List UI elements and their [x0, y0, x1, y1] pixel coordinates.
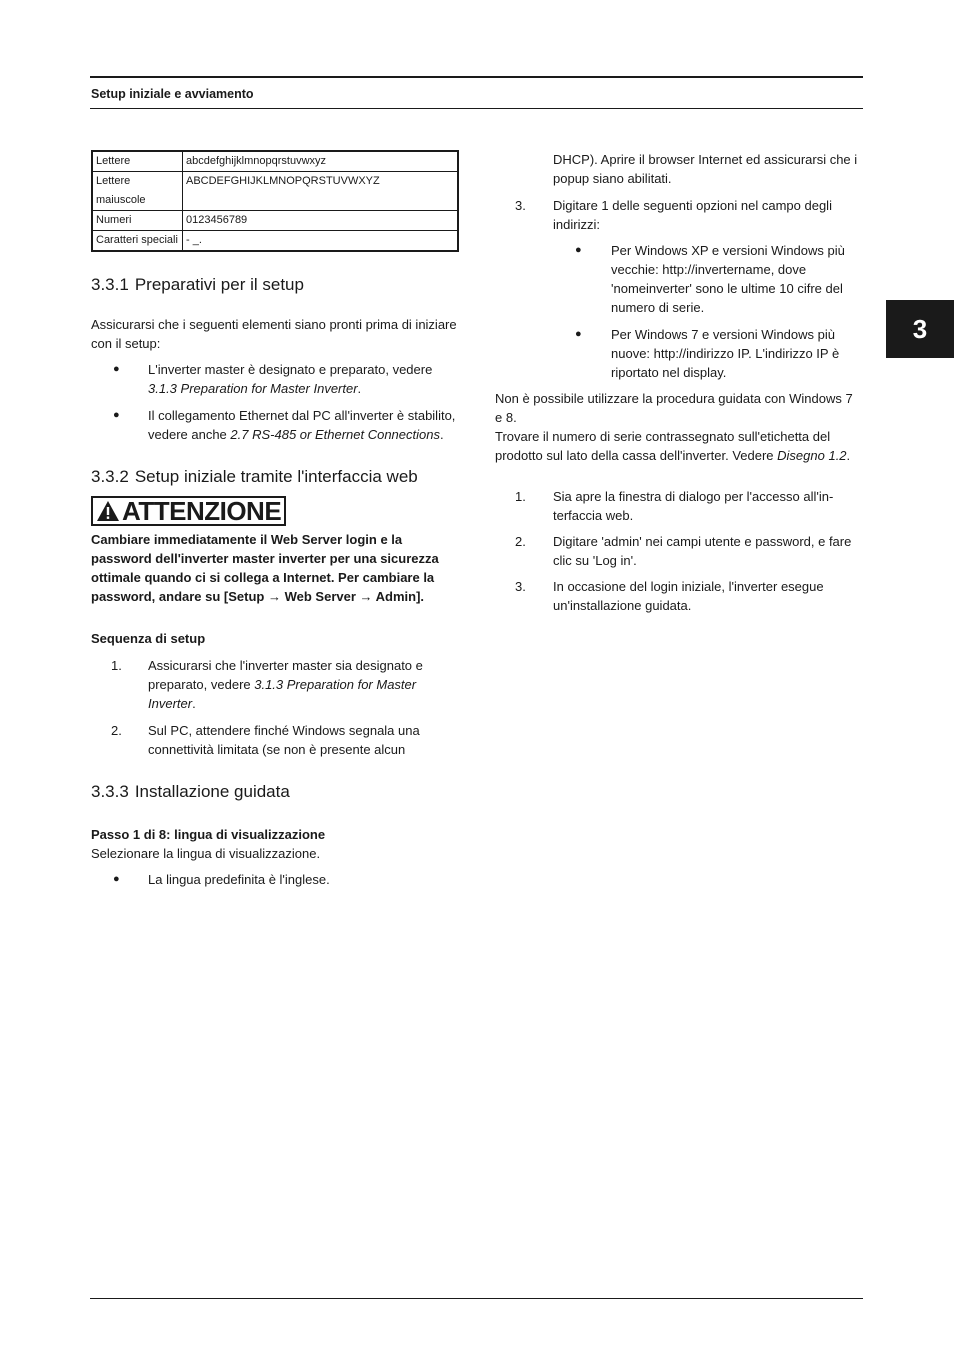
character-table	[91, 150, 459, 252]
subheading: Sequenza di setup	[91, 631, 206, 646]
sub-list-item: ● Per Windows XP e versioni Windows più vecchie: http://invertername, dove 'nomeinverter' sono le ultime 10 cifre del numero di serie.	[575, 243, 845, 315]
list-item: 1. Sia apre la finestra di dialogo per l'accesso all'in-terfaccia web.	[515, 489, 834, 523]
table-cell-key: Caratteri speciali	[92, 231, 183, 252]
warning-text: Cambiare immediatamente il Web Server login e la password dell'inverter master inverter per una sicurezza ottimale quando ci si collega a Internet. Per cambiare la password, andare su [Setup → Web Server → Admin].	[91, 532, 439, 604]
bullet-icon: ●	[575, 244, 582, 256]
paragraph: Assicurarsi che i seguenti elementi siano pronti prima di iniziare con il setup:	[91, 317, 457, 351]
paragraph: Trovare il numero di serie contrassegnato sull'etichetta del prodotto sul lato della cassa dell'inverter. Vedere Disegno 1.2.	[495, 429, 851, 463]
list-item: ● La lingua predefinita è l'inglese.	[113, 872, 330, 887]
bullet-icon: ●	[113, 363, 120, 375]
table-cell-value: 0123456789	[183, 211, 459, 231]
header-bottom-rule	[90, 108, 863, 109]
list-item: ● L'inverter master è designato e preparato, vedere 3.1.3 Preparation for Master Inverter.	[113, 362, 433, 396]
table-cell-value: ABCDEFGHIJKLMNOPQRSTUVWXYZ	[183, 172, 459, 211]
table-row	[92, 211, 458, 231]
table-cell-key: Lettere maiuscole	[92, 172, 183, 211]
subheading: Passo 1 di 8: lingua di visualizzazione	[91, 827, 326, 842]
table-row	[92, 172, 458, 211]
chapter-tab: 3	[886, 300, 954, 358]
section-heading-3-3-1: 3.3.1 Preparativi per il setup	[91, 275, 304, 294]
section-heading-3-3-3: 3.3.3 Installazione guidata	[91, 782, 290, 801]
list-item: 1. Assicurarsi che l'inverter master sia designato e preparato, vedere 3.1.3 Preparation for Master Inverter.	[111, 658, 423, 711]
list-item: 2. Sul PC, attendere finché Windows segnala una connettività limitata (se non è presente alcun	[111, 723, 420, 757]
table-cell-key: Lettere	[92, 151, 183, 172]
table-cell-key: Numeri	[92, 211, 183, 231]
list-item: 2. Digitare 'admin' nei campi utente e password, e fare clic su 'Log in'.	[515, 534, 852, 568]
header-top-rule	[90, 76, 863, 78]
paragraph: Selezionare la lingua di visualizzazione.	[91, 846, 321, 861]
left-column	[91, 150, 459, 889]
table-row	[92, 151, 458, 172]
bullet-icon: ●	[113, 873, 120, 885]
paragraph: Non è possibile utilizzare la procedura guidata con Windows 7 e 8.	[495, 391, 853, 425]
footer-rule	[90, 1298, 863, 1299]
table-cell-value: abcdefghijklmnopqrstuvwxyz	[183, 151, 459, 172]
section-heading-3-3-2: 3.3.2 Setup iniziale tramite l'interfaccia web	[91, 467, 418, 486]
list-item: 3. Digitare 1 delle seguenti opzioni nel campo degli indirizzi:	[515, 198, 832, 232]
table-row	[92, 231, 458, 252]
bullet-icon: ●	[113, 409, 120, 421]
sub-list-item: ● Per Windows 7 e versioni Windows più nuove: http://indirizzo IP. L'indirizzo IP è riportato nel display.	[575, 327, 840, 380]
warning-triangle-icon	[96, 500, 120, 522]
cross-reference[interactable]: 3.1.3 Preparation for Master Inverter	[148, 677, 417, 711]
table-cell-value: - _.	[183, 231, 459, 252]
bullet-icon: ●	[575, 328, 582, 340]
cross-reference[interactable]: 2.7 RS-485 or Ethernet Connections	[230, 427, 440, 442]
right-column	[495, 150, 861, 615]
list-item-continuation: DHCP). Aprire il browser Internet ed assicurarsi che i popup siano abilitati.	[553, 152, 858, 186]
list-item: 3. In occasione del login iniziale, l'inverter esegue un'installazione guidata.	[515, 579, 824, 613]
cross-reference[interactable]: Disegno 1.2	[777, 448, 847, 463]
warning-label: ATTENZIONE	[91, 496, 286, 526]
cross-reference[interactable]: 3.1.3 Preparation for Master Inverter	[148, 381, 358, 396]
running-header: Setup iniziale e avviamento	[91, 87, 254, 101]
list-item: ● Il collegamento Ethernet dal PC all'inverter è stabilito, vedere anche 2.7 RS-485 or Ethernet Connections.	[113, 408, 456, 442]
